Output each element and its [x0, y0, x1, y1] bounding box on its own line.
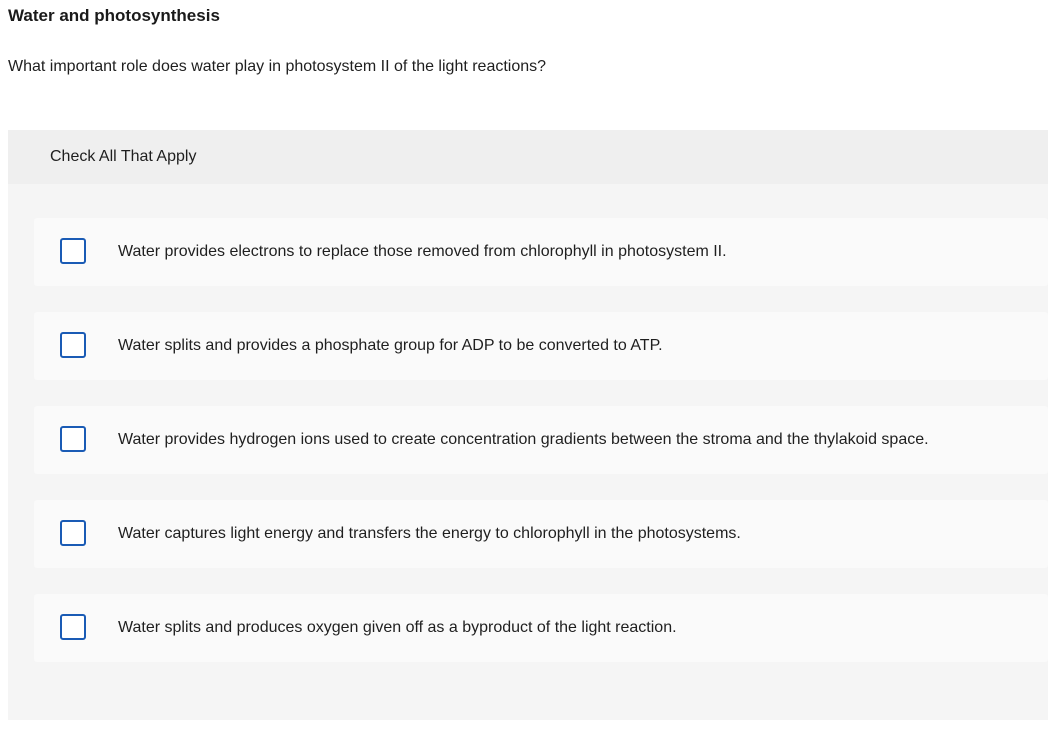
- checkbox-icon[interactable]: [60, 332, 86, 358]
- answer-option-label: Water splits and provides a phosphate group for ADP to be converted to ATP.: [118, 337, 663, 354]
- answer-option-3[interactable]: [34, 406, 1048, 474]
- answer-option-4[interactable]: [34, 500, 1048, 568]
- answer-panel: [8, 130, 1048, 720]
- panel-header: [8, 130, 1048, 184]
- answer-option-label: Water provides electrons to replace those removed from chlorophyll in photosystem II.: [118, 243, 727, 260]
- answer-option-2[interactable]: [34, 312, 1048, 380]
- answer-option-5[interactable]: [34, 594, 1048, 662]
- checkbox-icon[interactable]: [60, 614, 86, 640]
- check-all-label: Check All That Apply: [50, 148, 197, 165]
- question-prompt: What important role does water play in photosystem II of the light reactions?: [8, 58, 547, 75]
- checkbox-icon[interactable]: [60, 238, 86, 264]
- checkbox-icon[interactable]: [60, 426, 86, 452]
- question-title: Water and photosynthesis: [8, 6, 220, 25]
- answer-option-label: Water captures light energy and transfers the energy to chlorophyll in the photosystems.: [118, 525, 741, 542]
- checkbox-icon[interactable]: [60, 520, 86, 546]
- answer-option-1[interactable]: [34, 218, 1048, 286]
- answer-option-label: Water provides hydrogen ions used to create concentration gradients between the stroma and the thylakoid space.: [118, 431, 929, 448]
- answer-option-label: Water splits and produces oxygen given off as a byproduct of the light reaction.: [118, 619, 677, 636]
